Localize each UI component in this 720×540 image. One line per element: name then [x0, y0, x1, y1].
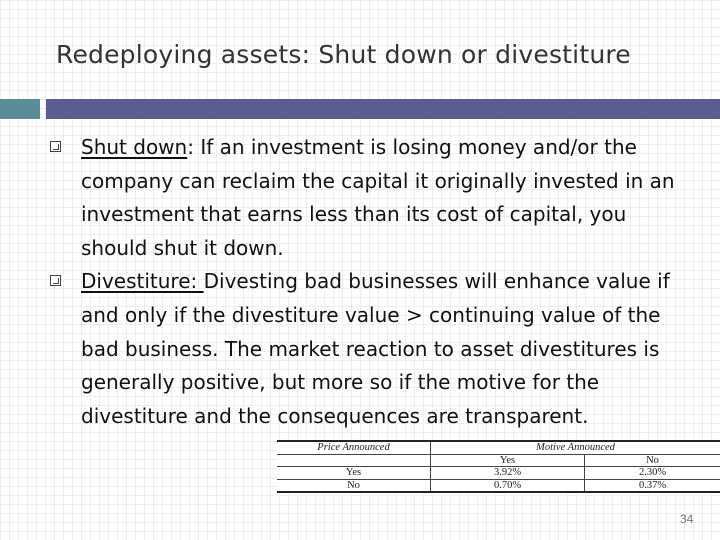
bullet-text: If an investment is losing money and/or the company can reclaim the capital it originally invested in an investment that earns less than its cost of capital, you should shut it down. [81, 135, 675, 260]
divestiture-returns-table [277, 440, 720, 493]
bullet-list [50, 131, 690, 433]
accent-bar-title [46, 99, 720, 119]
table-subheader-row [277, 454, 720, 467]
motive-announced-header: Motive Announced [431, 442, 720, 454]
table-cell: 2.30% [585, 467, 720, 480]
checkbox-bullet-icon [50, 141, 61, 152]
table-cell: 0.70% [431, 479, 585, 491]
bullet-shut-down [50, 131, 690, 265]
bullet-term: Divestiture: [81, 269, 204, 294]
row-label: Yes [277, 467, 431, 480]
slide-title: Redeploying assets: Shut down or divestiture [56, 40, 631, 69]
table-header-row [277, 442, 720, 454]
table-row [277, 467, 720, 480]
table-cell-empty [277, 454, 431, 467]
bullet-divestiture [50, 265, 690, 433]
page-number: 34 [680, 512, 694, 526]
price-announced-header: Price Announced [277, 442, 431, 454]
accent-bar-left [0, 99, 40, 119]
bullet-term: Shut down [81, 135, 188, 159]
subheader-no: No [585, 454, 720, 467]
bullet-text: Divesting bad businesses will enhance value if and only if the divestiture value > continuing value of the bad business. The market reaction to asset divestitures is generally positive, but more so if the motive for the divestiture and the consequences are transparent. [81, 269, 670, 428]
row-label: No [277, 479, 431, 491]
returns-table [277, 442, 720, 491]
table-row [277, 479, 720, 491]
table-cell: 0.37% [638, 479, 667, 491]
table-cell: 3.92% [431, 467, 585, 480]
checkbox-bullet-icon [50, 275, 61, 286]
subheader-yes: Yes [431, 454, 585, 467]
bullet-separator: : [187, 135, 194, 159]
